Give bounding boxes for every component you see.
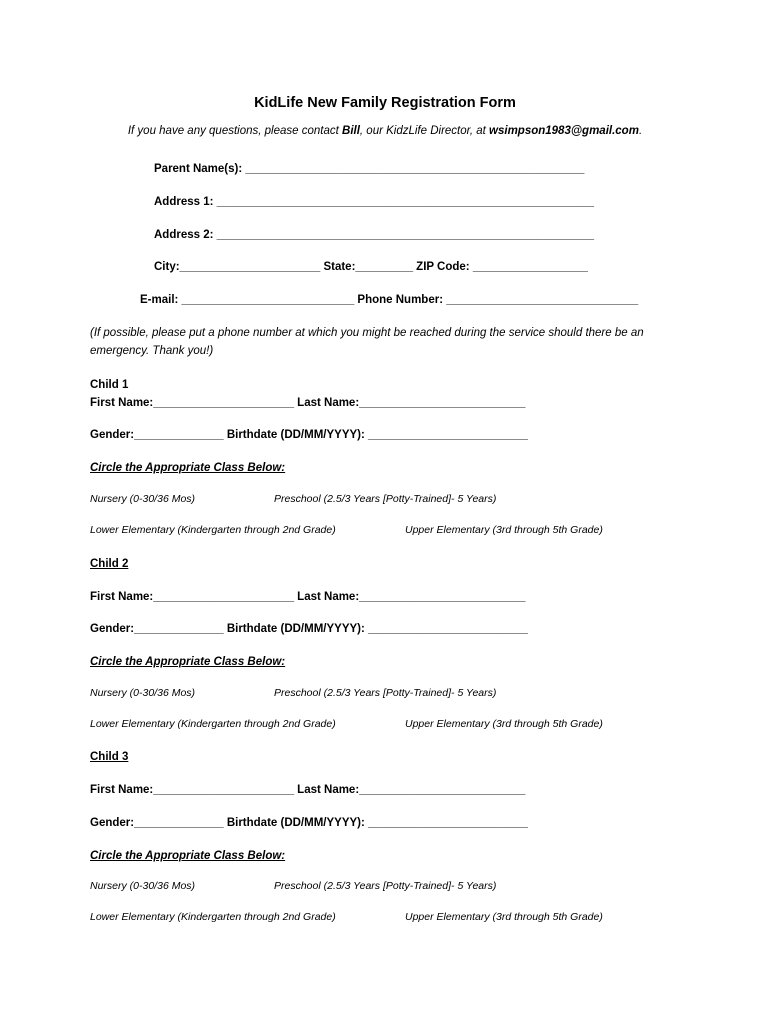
child2-circle-label: Circle the Appropriate Class Below: bbox=[90, 656, 286, 668]
child3-class-preschool[interactable]: Preschool (2.5/3 Years [Potty-Trained]- 5 Years) bbox=[274, 880, 497, 892]
child2-class-lower[interactable]: Lower Elementary (Kindergarten through 2nd Grade) bbox=[90, 718, 336, 730]
child3-gender-birthdate-field[interactable]: Gender:______________ Birthdate (DD/MM/YYYY): _________________________ bbox=[90, 817, 528, 829]
address1-field[interactable]: Address 1: ___________________________________________________________ bbox=[154, 196, 594, 208]
contact-email: wsimpson1983@gmail.com bbox=[489, 125, 639, 137]
child1-class-upper[interactable]: Upper Elementary (3rd through 5th Grade) bbox=[405, 524, 603, 536]
child2-name-field[interactable]: First Name:______________________ Last Name:__________________________ bbox=[90, 591, 526, 603]
child1-circle-label: Circle the Appropriate Class Below: bbox=[90, 462, 286, 474]
child3-name-field[interactable]: First Name:______________________ Last Name:__________________________ bbox=[90, 784, 526, 796]
contact-line bbox=[0, 125, 770, 137]
emergency-note: (If possible, please put a phone number at which you might be reached during the service should there be an emergency. Thank you!) bbox=[90, 327, 644, 357]
child3-class-nursery[interactable]: Nursery (0-30/36 Mos) bbox=[90, 880, 196, 892]
contact-name: Bill bbox=[342, 125, 360, 137]
child1-name-field[interactable]: First Name:______________________ Last Name:__________________________ bbox=[90, 397, 526, 409]
child1-gender-birthdate-field[interactable]: Gender:______________ Birthdate (DD/MM/YYYY): _________________________ bbox=[90, 429, 528, 441]
contact-intro-middle: , our KidzLife Director, at bbox=[359, 125, 490, 137]
city-state-zip-field[interactable]: City:______________________ State:_________ ZIP Code: __________________ bbox=[154, 261, 588, 273]
child3-class-lower[interactable]: Lower Elementary (Kindergarten through 2nd Grade) bbox=[90, 911, 336, 923]
contact-intro-prefix: If you have any questions, please contact bbox=[127, 125, 343, 137]
child1-heading: Child 1 bbox=[90, 379, 129, 391]
address2-field[interactable]: Address 2: ___________________________________________________________ bbox=[154, 229, 594, 241]
child3-class-upper[interactable]: Upper Elementary (3rd through 5th Grade) bbox=[405, 911, 603, 923]
child3-heading: Child 3 bbox=[90, 751, 129, 763]
email-phone-field[interactable]: E-mail: ___________________________ Phone Number: ______________________________ bbox=[140, 294, 639, 306]
child2-class-nursery[interactable]: Nursery (0-30/36 Mos) bbox=[90, 687, 196, 699]
child2-heading: Child 2 bbox=[90, 558, 129, 570]
child2-class-upper[interactable]: Upper Elementary (3rd through 5th Grade) bbox=[405, 718, 603, 730]
form-title: KidLife New Family Registration Form bbox=[254, 95, 516, 111]
child2-gender-birthdate-field[interactable]: Gender:______________ Birthdate (DD/MM/YYYY): _________________________ bbox=[90, 623, 528, 635]
child1-class-preschool[interactable]: Preschool (2.5/3 Years [Potty-Trained]- 5 Years) bbox=[274, 493, 497, 505]
contact-intro-suffix: . bbox=[638, 125, 643, 137]
child1-class-nursery[interactable]: Nursery (0-30/36 Mos) bbox=[90, 493, 196, 505]
parent-names-field[interactable]: Parent Name(s): _____________________________________________________ bbox=[154, 163, 585, 175]
child1-class-lower[interactable]: Lower Elementary (Kindergarten through 2nd Grade) bbox=[90, 524, 336, 536]
child2-class-preschool[interactable]: Preschool (2.5/3 Years [Potty-Trained]- 5 Years) bbox=[274, 687, 497, 699]
child3-circle-label: Circle the Appropriate Class Below: bbox=[90, 850, 286, 862]
